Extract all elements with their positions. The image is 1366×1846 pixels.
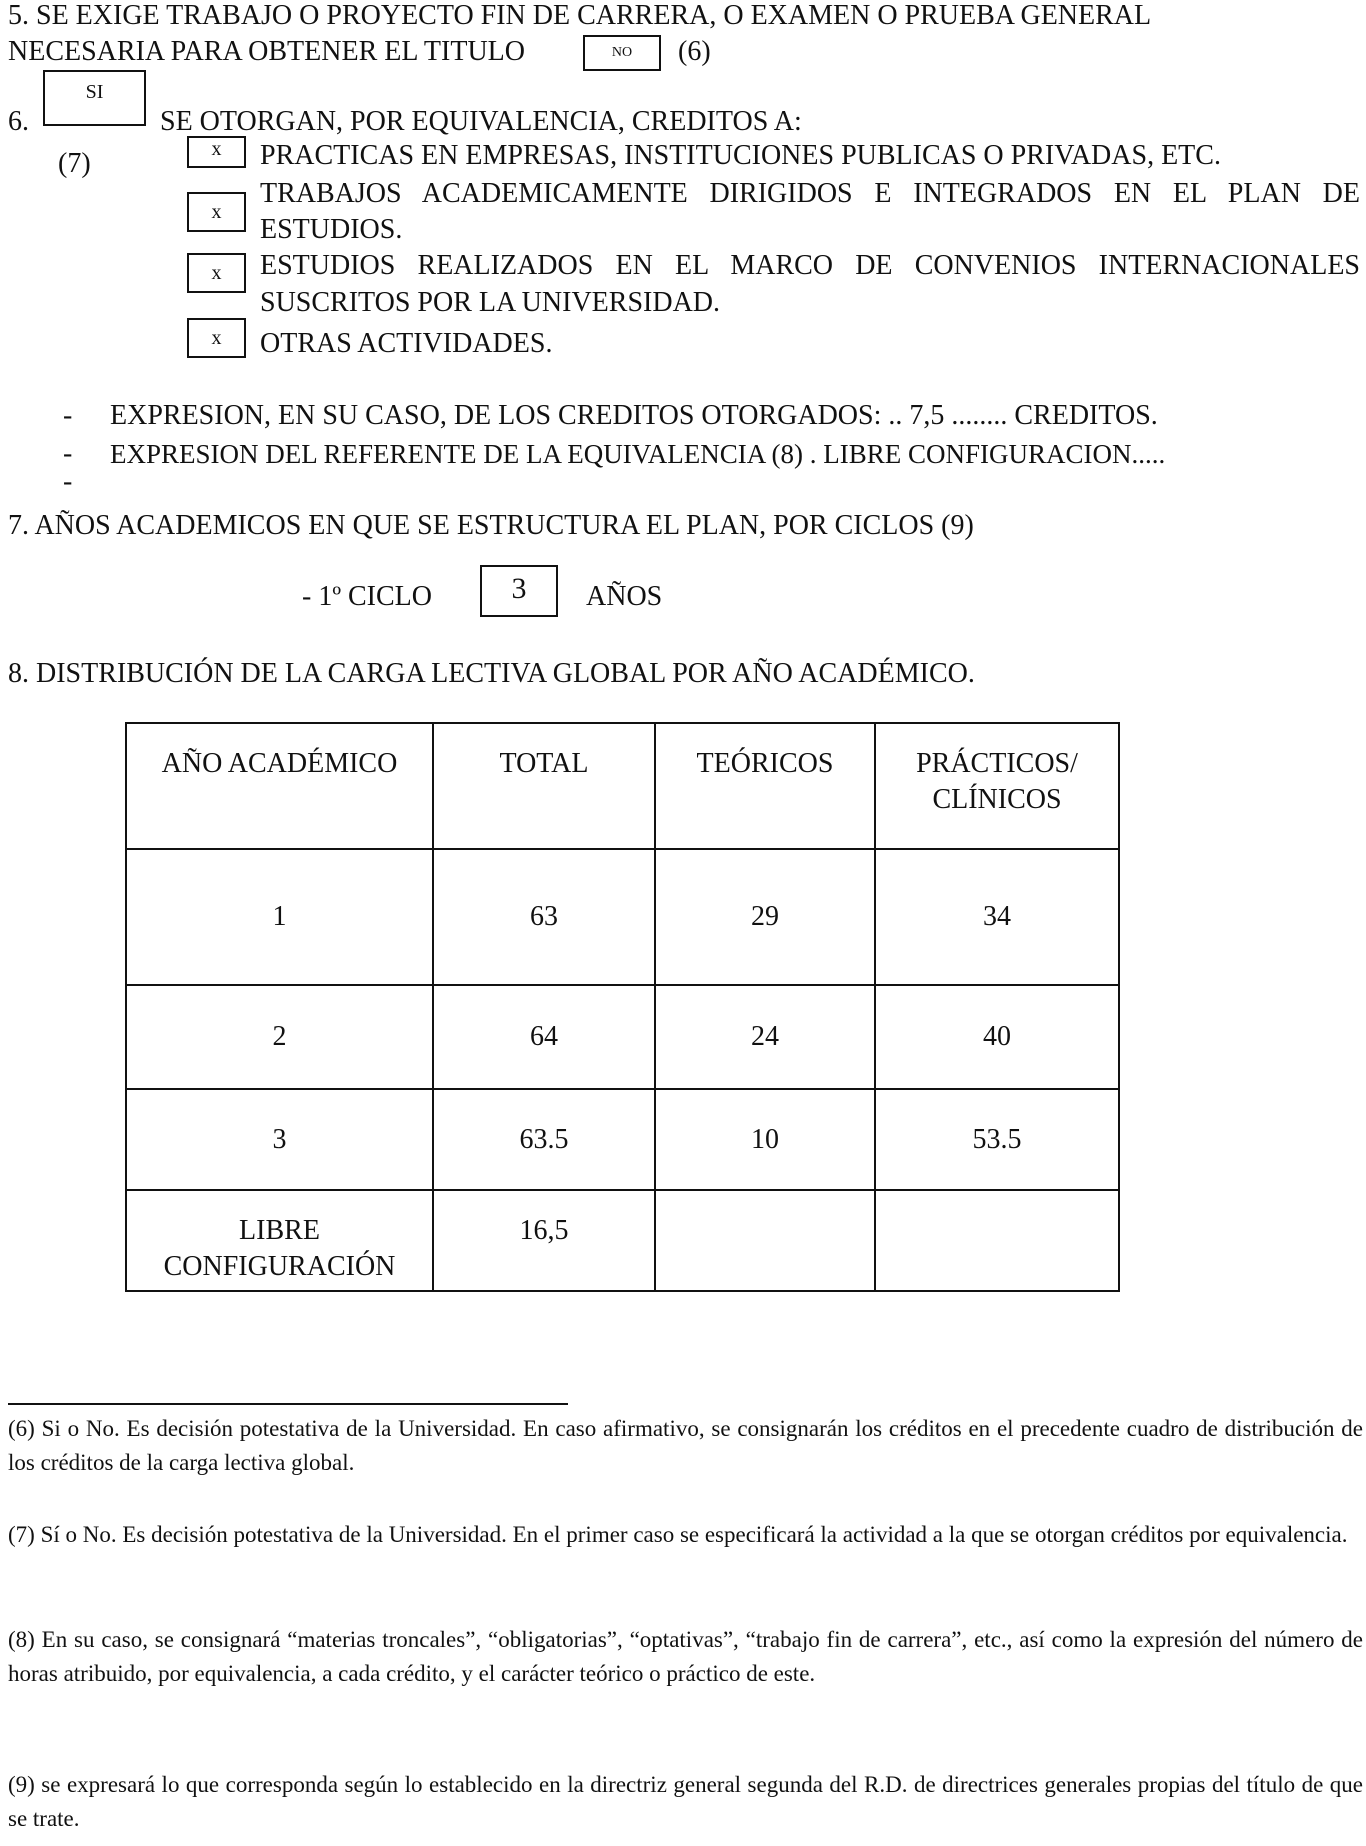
table-cell: 29 [655, 849, 875, 985]
option1-checkbox[interactable]: x [187, 136, 246, 168]
option3-checkbox[interactable]: x [187, 253, 246, 293]
table-cell: 10 [655, 1089, 875, 1190]
header-cell: TOTAL [433, 723, 655, 849]
table-cell: 63 [433, 849, 655, 985]
table-cell: 34 [875, 849, 1119, 985]
header-cell: AÑO ACADÉMICO [126, 723, 433, 849]
bullet-dash-3: - [63, 466, 73, 497]
table-row [126, 985, 1119, 1089]
section5-note: (6) [678, 36, 711, 67]
table-cell: 63.5 [433, 1089, 655, 1190]
section6-number: 6. [8, 106, 29, 137]
equivalence-reference-line: EXPRESION DEL REFERENTE DE LA EQUIVALENCIA (8) . LIBRE CONFIGURACION..... [110, 439, 1166, 469]
footnote-9: (9) se expresará lo que corresponda según lo establecido en la directriz general segunda del R.D. de directrices generales propias del título de que se trate. [8, 1772, 1363, 1831]
footnote-separator [8, 1403, 568, 1405]
table-cell: 24 [655, 985, 875, 1089]
table-cell: LIBRE CONFIGURACIÓN [126, 1190, 433, 1291]
section5-line1: 5. SE EXIGE TRABAJO O PROYECTO FIN DE CARRERA, O EXAMEN O PRUEBA GENERAL [8, 0, 1152, 31]
credits-granted-line: EXPRESION, EN SU CASO, DE LOS CREDITOS OTORGADOS: .. 7,5 ........ CREDITOS. [110, 400, 1158, 431]
section7-title: 7. AÑOS ACADEMICOS EN QUE SE ESTRUCTURA EL PLAN, POR CICLOS (9) [8, 510, 974, 541]
table-cell: 53.5 [875, 1089, 1119, 1190]
option1-label: PRACTICAS EN EMPRESAS, INSTITUCIONES PUBLICAS O PRIVADAS, ETC. [260, 140, 1221, 171]
table-cell: 2 [126, 985, 433, 1089]
cycle-years-box: 3 [480, 565, 558, 617]
table-cell: 3 [126, 1089, 433, 1190]
table-row [126, 1190, 1119, 1291]
section5-line2: NECESARIA PARA OBTENER EL TITULO [8, 36, 525, 67]
table-cell: 40 [875, 985, 1119, 1089]
option4-checkbox[interactable]: x [187, 318, 246, 358]
table-cell: 64 [433, 985, 655, 1089]
header-cell: TEÓRICOS [655, 723, 875, 849]
option3-label-line2: SUSCRITOS POR LA UNIVERSIDAD. [260, 287, 721, 318]
option2-label-line1: TRABAJOS ACADEMICAMENTE DIRIGIDOS E INTEGRADOS EN EL PLAN DE [260, 178, 1360, 209]
option3-label-line1: ESTUDIOS REALIZADOS EN EL MARCO DE CONVENIOS INTERNACIONALES [260, 250, 1360, 281]
footnote-7: (7) Sí o No. Es decisión potestativa de la Universidad. En el primer caso se especificará la actividad a la que se otorgan créditos por equivalencia. [8, 1522, 1348, 1547]
bullet-dash-2: - [63, 438, 73, 469]
section6-si-box: SI [43, 70, 146, 126]
footnote-8: (8) En su caso, se consignará “materias troncales”, “obligatorias”, “optativas”, “trabajo fin de carrera”, etc., así como la expresión del número de horas atribuido, por equivalencia, a cada crédito, y el carácter teórico o práctico de este. [8, 1627, 1363, 1686]
option4-label: OTRAS ACTIVIDADES. [260, 328, 553, 359]
table-cell [875, 1190, 1119, 1291]
cycle-label: - 1º CICLO [302, 581, 433, 612]
table-row [126, 849, 1119, 985]
section8-title: 8. DISTRIBUCIÓN DE LA CARGA LECTIVA GLOBAL POR AÑO ACADÉMICO. [8, 658, 975, 689]
table-cell: 1 [126, 849, 433, 985]
section6-heading: SE OTORGAN, POR EQUIVALENCIA, CREDITOS A: [160, 106, 802, 137]
table-row [126, 1089, 1119, 1190]
section5-answer-box: NO [583, 35, 661, 71]
table-cell: 16,5 [433, 1190, 655, 1291]
option2-checkbox[interactable]: x [187, 192, 246, 232]
bullet-dash-1: - [63, 400, 73, 431]
option2-label-line2: ESTUDIOS. [260, 214, 403, 245]
header-cell: PRÁCTICOS/ CLÍNICOS [875, 723, 1119, 849]
section6-note: (7) [58, 148, 91, 179]
cycle-unit: AÑOS [586, 581, 663, 612]
footnote-6: (6) Si o No. Es decisión potestativa de la Universidad. En caso afirmativo, se consignarán los créditos en el precedente cuadro de distribución de los créditos de la carga lectiva global. [8, 1416, 1363, 1475]
load-distribution-table [125, 722, 1120, 1292]
table-header-row [126, 723, 1119, 849]
table-cell [655, 1190, 875, 1291]
